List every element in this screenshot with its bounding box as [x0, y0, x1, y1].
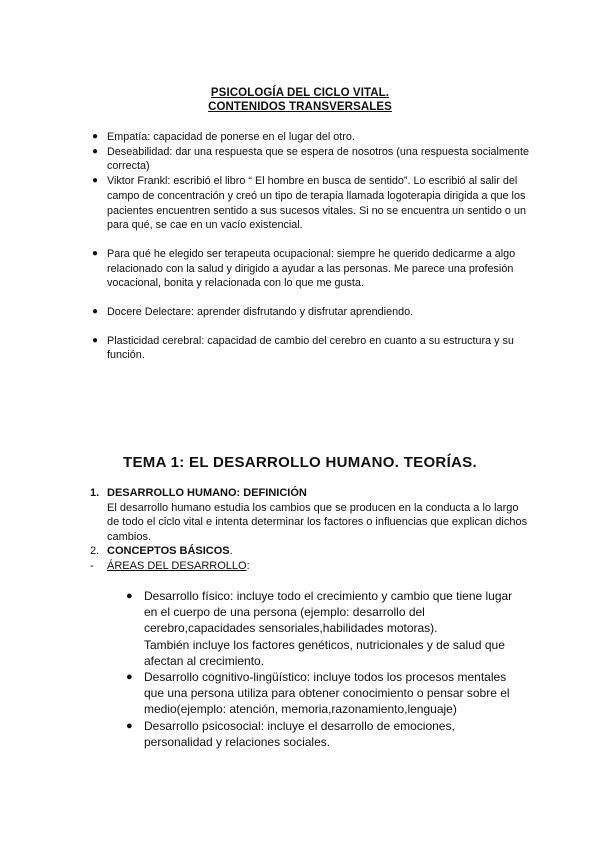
section-basic-concepts: [90, 544, 530, 559]
list-item: [92, 305, 532, 320]
bullet-icon: ●: [92, 306, 99, 318]
section-heading-suffix: :: [246, 560, 250, 572]
list-item: [92, 334, 532, 363]
development-areas-list: [126, 588, 526, 750]
bullet-icon: ●: [126, 719, 133, 732]
list-item-text: Para qué he elegido ser terapeuta ocupacional: siempre he querido dedicarme a algo relacionado con la salud y dirigido a ayudar a las personas. Me parece una profesión vocacional, bonita y relacionada con lo que me gusta.: [107, 247, 516, 290]
list-item-text: Plasticidad cerebral: capacidad de cambio del cerebro en cuanto a su estructura y su función.: [107, 334, 514, 362]
list-item: [92, 145, 532, 174]
bullet-icon: ●: [92, 334, 99, 346]
list-item: [126, 669, 526, 718]
list-item-text: Desarrollo físico: incluye todo el crecimiento y cambio que tiene lugar en el cuerpo de una persona (ejemplo: desarrollo del cerebro,capacidades sensoriales,habilidades motoras).: [144, 589, 513, 636]
section-body: El desarrollo humano estudia los cambios que se producen en la conducta a lo largo de todo el ciclo vital e intenta determinar los factores o influencias que explican dichos cambios.: [107, 501, 528, 543]
list-item: [126, 718, 526, 750]
section-areas: [90, 559, 530, 574]
list-item-text: Deseabilidad: dar una respuesta que se espera de nosotros (una respuesta socialmente correcta): [107, 145, 529, 173]
list-item: [92, 130, 532, 145]
spacer: [92, 233, 532, 247]
list-item: [92, 247, 532, 291]
section-heading: CONCEPTOS BÁSICOS: [107, 545, 230, 557]
list-item-text: Docere Delectare: aprender disfrutando y disfrutar aprendiendo.: [107, 306, 414, 319]
section-number: 2.: [90, 545, 100, 557]
bullet-icon: ●: [92, 131, 99, 142]
spacer: [92, 291, 532, 305]
bullet-icon: ●: [126, 671, 133, 684]
dash-marker: -: [90, 560, 94, 572]
section-heading: DESARROLLO HUMANO: DEFINICIÓN: [107, 487, 307, 499]
document-header: [0, 86, 600, 114]
tema-title: TEMA 1: EL DESARROLLO HUMANO. TEORÍAS.: [123, 454, 477, 471]
list-item-text: Desarrollo cognitivo-lingüístico: incluye todos los procesos mentales que una persona utiliza para obtener conocimiento o pensar sobre el medio(ejemplo: atención, memoria,razonamiento,lenguaje): [144, 670, 510, 717]
section-heading: ÁREAS DEL DESARROLLO: [107, 560, 247, 572]
spacer: [92, 320, 532, 334]
bullet-icon: ●: [126, 590, 133, 602]
bullet-icon: ●: [92, 175, 99, 187]
list-item-text: Desarrollo psicosocial: incluye el desarrollo de emociones, personalidad y relaciones sociales.: [144, 718, 455, 749]
header-title-line-1: PSICOLOGÍA DEL CICLO VITAL.: [210, 87, 390, 99]
bullet-icon: ●: [92, 145, 99, 157]
section-definition: [90, 486, 530, 544]
header-title-line-2: CONTENIDOS TRANSVERSALES: [208, 101, 392, 113]
bullet-icon: ●: [92, 247, 99, 259]
list-item-text: Empatía: capacidad de ponerse en el lugar del otro.: [107, 131, 355, 143]
list-item: [126, 588, 526, 669]
list-item-text: Viktor Frankl: escribió el libro “ El hombre en busca de sentido”. Lo escribió al salir del campo de concentración y creó un tipo de terapia llamada logoterapia dirigida a que los pacientes encuentren sentido a sus sucesos vitales. Si no se encuentra un sentido o un para qué, se cae en un vacío existencial.: [107, 175, 526, 232]
list-item-extra-text: También incluye los factores genéticos, nutricionales y de salud que afectan al crecimiento.: [144, 637, 505, 668]
section-heading-suffix: .: [229, 545, 233, 557]
section-number: 1.: [90, 487, 100, 499]
list-item: [92, 174, 532, 233]
transversal-content-list: [92, 130, 532, 363]
